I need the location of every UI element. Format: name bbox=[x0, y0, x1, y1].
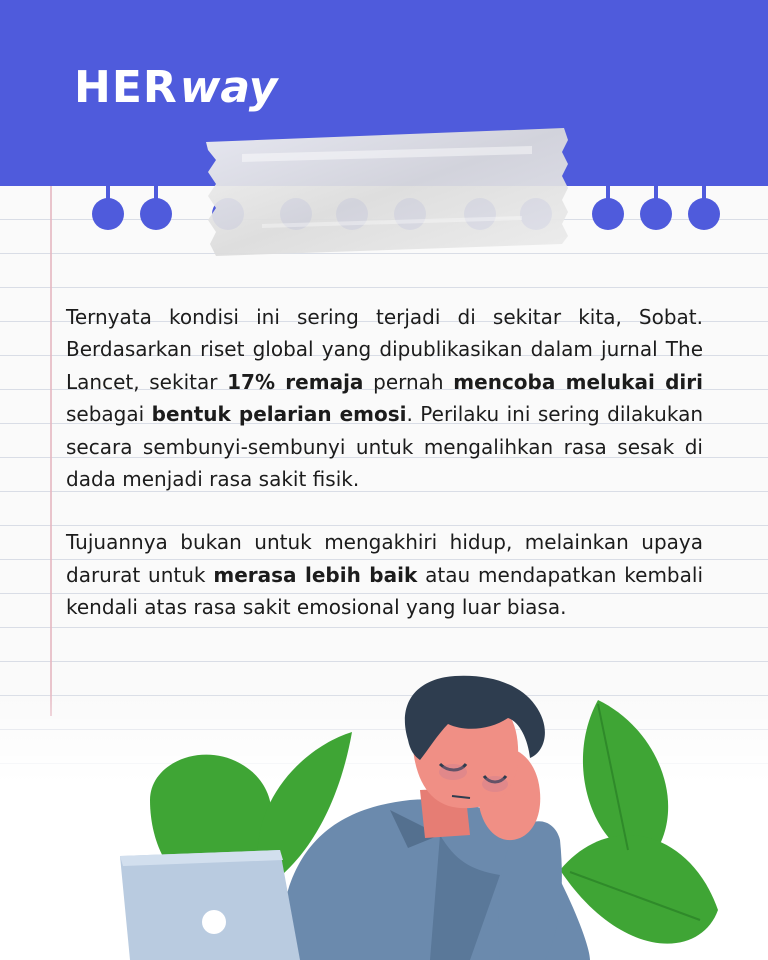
binder-hole bbox=[640, 198, 672, 230]
brand-logo-script: way bbox=[179, 62, 278, 113]
emphasis-text: mencoba melukai diri bbox=[453, 369, 703, 394]
right-lower-leaf bbox=[560, 835, 718, 943]
laptop bbox=[120, 850, 300, 960]
brand-logo-bold: HER bbox=[74, 62, 178, 113]
emphasis-text: 17% remaja bbox=[227, 369, 364, 394]
paper-margin-line bbox=[50, 186, 52, 716]
binder-hole bbox=[592, 198, 624, 230]
binder-hole bbox=[140, 198, 172, 230]
text-run: . Perilaku ini sering dilakukan secara sembunyi-sembunyi untuk mengalihkan rasa sesak di dada menjadi rasa sakit fisik. bbox=[66, 402, 704, 492]
emphasis-text: bentuk pelarian emosi bbox=[151, 402, 407, 427]
paragraph-2 bbox=[66, 526, 703, 623]
text-run: pernah bbox=[363, 369, 454, 394]
text-run: Ternyata kondisi ini sering terjadi di sekitar kita, Sobat. Berdasarkan riset global yang dipublikasikan dalam jurnal The Lancet, sekitar bbox=[66, 305, 703, 394]
laptop-logo-icon bbox=[202, 910, 226, 934]
masking-tape bbox=[202, 124, 572, 256]
text-run: sebagai bbox=[66, 402, 152, 427]
text-run: Tujuannya bukan untuk mengakhiri hidup, melainkan upaya darurat untuk bbox=[66, 530, 703, 587]
stressed-person-illustration bbox=[0, 660, 768, 960]
article-body bbox=[66, 301, 703, 624]
emphasis-text: merasa lebih baik bbox=[213, 562, 418, 587]
binder-hole bbox=[92, 198, 124, 230]
binder-hole bbox=[688, 198, 720, 230]
brand-logo bbox=[74, 62, 278, 113]
paragraph-1 bbox=[66, 301, 703, 495]
text-run: atau mendapatkan kembali kendali atas rasa sakit emosional yang luar biasa. bbox=[66, 562, 703, 620]
